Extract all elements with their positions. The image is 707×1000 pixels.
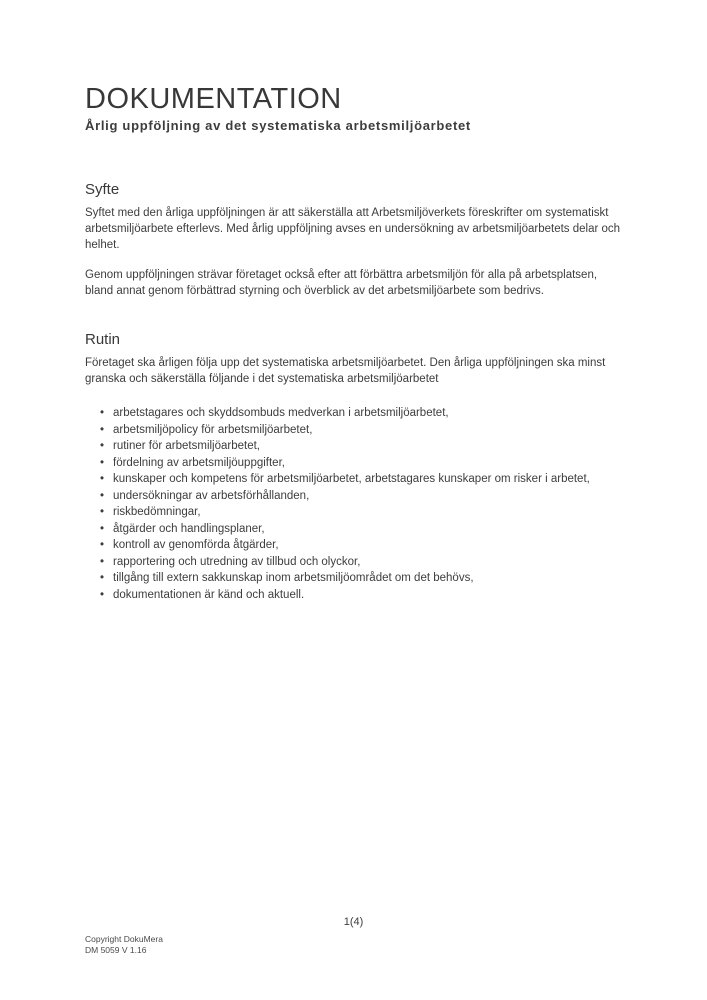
bullet-item: • rapportering och utredning av tillbud och olyckor, <box>100 554 623 571</box>
rutin-paragraph-1: Företaget ska årligen följa upp det systematiska arbetsmiljöarbetet. Den årliga uppföljningen ska minst granska och säkerställa följande i det systematiska arbetsmiljöarbetet <box>85 357 606 385</box>
bullet-item: • arbetsmiljöpolicy för arbetsmiljöarbetet, <box>100 422 623 439</box>
syfte-paragraph-2: Genom uppföljningen strävar företaget också efter att förbättra arbetsmiljön för alla på arbetsplatsen, bland annat genom förbättrad styrning och överblick av det arbetsmiljöarbete som bedrivs. <box>85 269 598 297</box>
bullet-item: • tillgång till extern sakkunskap inom arbetsmiljöområdet om det behövs, <box>100 570 623 587</box>
page-title: DOKUMENTATION <box>85 83 342 115</box>
page-subtitle: Årlig uppföljning av det systematiska arbetsmiljöarbetet <box>85 118 471 133</box>
syfte-paragraph-1: Syftet med den årliga uppföljningen är att säkerställa att Arbetsmiljöverkets föreskrifter om systematiskt arbetsmiljöarbete efterlevs. Med årlig uppföljning avses en undersökning av arbetsmiljöarbetets delar och helhet. <box>85 207 621 251</box>
section-rutin <box>85 331 623 603</box>
bullet-item: • undersökningar av arbetsförhållanden, <box>100 488 623 505</box>
section-syfte <box>85 181 623 299</box>
syfte-heading: Syfte <box>85 181 120 198</box>
bullet-item: • arbetstagares och skyddsombuds medverkan i arbetsmiljöarbetet, <box>100 405 623 422</box>
copyright-line: Copyright DokuMera <box>85 934 163 944</box>
bullet-item: • åtgärder och handlingsplaner, <box>100 521 623 538</box>
rutin-heading: Rutin <box>85 331 121 348</box>
bullet-item: • fördelning av arbetsmiljöuppgifter, <box>100 455 623 472</box>
bullet-item: • kunskaper och kompetens för arbetsmiljöarbetet, arbetstagares kunskaper om risker i arbetet, <box>100 471 623 488</box>
page-number: 1(4) <box>343 916 364 928</box>
footer-copyright <box>85 934 163 955</box>
bullet-item: • dokumentationen är känd och aktuell. <box>100 587 623 604</box>
document-content <box>85 0 623 603</box>
bullet-item: • riskbedömningar, <box>100 504 623 521</box>
version-line: DM 5059 V 1.16 <box>85 944 147 955</box>
bullet-item: • kontroll av genomförda åtgärder, <box>100 537 623 554</box>
bullet-item: • rutiner för arbetsmiljöarbetet, <box>100 438 623 455</box>
rutin-bullet-list <box>85 405 623 603</box>
